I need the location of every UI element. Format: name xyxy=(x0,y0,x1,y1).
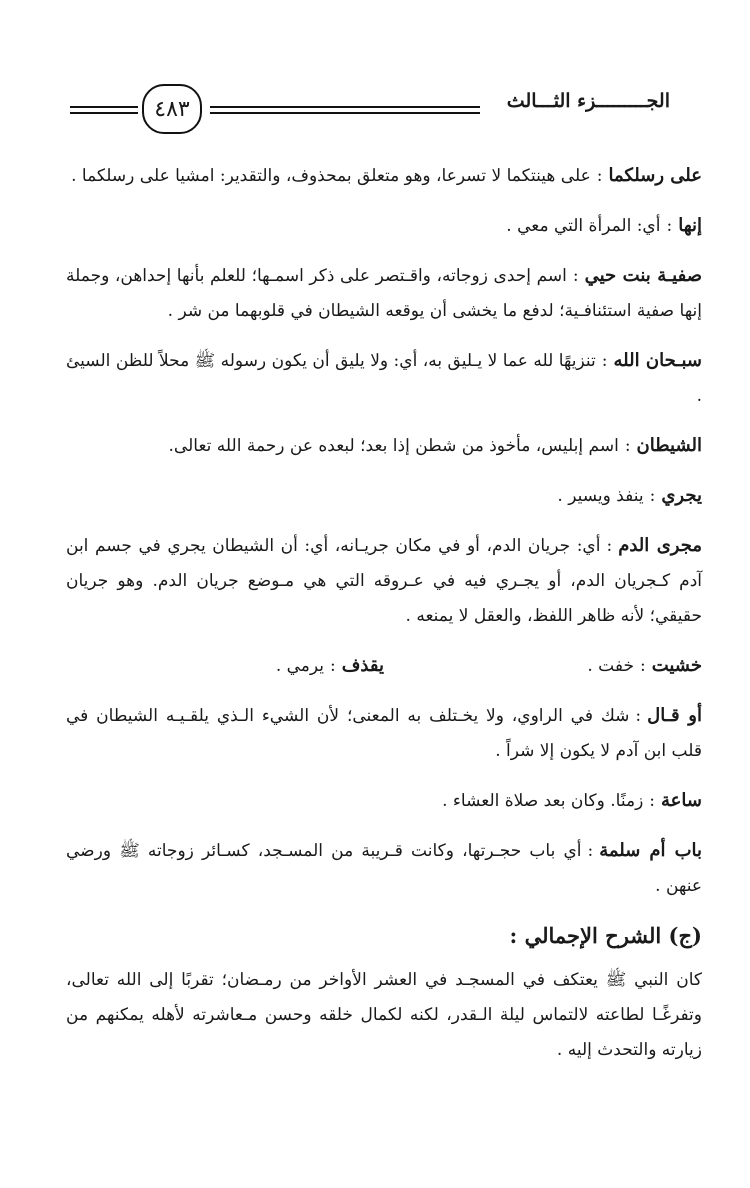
page-header xyxy=(70,84,670,154)
entry-term: صفيـة بنت حيي xyxy=(584,265,702,286)
entry-term: ساعة xyxy=(661,790,702,811)
entry-term: أو قـال xyxy=(647,705,702,726)
section-heading: (ج) الشرح الإجمالي : xyxy=(509,923,702,948)
entry-term: باب أم سلمة xyxy=(599,840,703,861)
dual-entry-left xyxy=(66,648,384,684)
entry-definition: اسم إحدى زوجاته، واقـتصر على ذكر اسمـها؛ للعلم بأنها إحداهن، وجملة إنها صفية استئنافـية؛ لدفع ما يخشى أن يوقعه الشيطان في قلوبهما من شر . xyxy=(66,266,702,321)
page-number: ٤٨٣ xyxy=(142,84,202,134)
separator: : xyxy=(649,791,656,811)
entry-term: يقذف xyxy=(341,655,384,676)
entry-definition: شك في الراوي، ولا يخـتلف به المعنى؛ لأن الشيء الـذي يلقـيـه الشيطان في قلب ابن آدم لا يكون إلا شراً . xyxy=(66,706,702,761)
entry-term: يجري xyxy=(661,485,702,506)
entry-1 xyxy=(66,208,702,244)
separator: : xyxy=(572,266,579,286)
separator: : xyxy=(601,351,608,371)
separator: : xyxy=(639,656,646,676)
entry-term: على رسلكما xyxy=(608,165,702,186)
separator: : xyxy=(649,486,656,506)
separator: : xyxy=(666,216,673,236)
entry-definition: أي: جريان الدم، أو في مكان جريـانه، أي: أن الشيطان يجري في جسم ابن آدم كـجريان الدم، أو يجـري فيه في عـروقه التي هي مـوضع جريان الدم. وهو جريان حقيقي؛ لأنه ظاهر اللفظ، والعقل لا يمنعه . xyxy=(66,536,702,626)
dual-entry-right xyxy=(384,648,702,684)
entry-term: مجرى الدم xyxy=(618,535,702,556)
entry-term: إنها xyxy=(678,215,702,236)
entry-definition: خفت . xyxy=(587,656,634,676)
running-title: الجـــــــــزء الثـــالث xyxy=(506,90,670,112)
separator: : xyxy=(587,841,594,861)
entry-definition: أي: المرأة التي معي . xyxy=(506,216,661,236)
entry-term: الشيطان xyxy=(636,435,702,456)
entry-term: خشيت xyxy=(651,655,702,676)
header-rule-right xyxy=(210,106,480,114)
dual-entry xyxy=(66,648,702,684)
entry-9 xyxy=(66,833,702,904)
entry-definition: زمنًا. وكان بعد صلاة العشاء . xyxy=(442,791,644,811)
entry-7 xyxy=(66,698,702,769)
entry-3 xyxy=(66,343,702,414)
header-rule-left xyxy=(70,106,138,114)
entry-2 xyxy=(66,258,702,329)
entry-definition: تنزيهًا لله عما لا يـليق به، أي: ولا يليق أن يكون رسوله ﷺ محلاً للظن السيئ . xyxy=(66,351,702,406)
entry-8 xyxy=(66,783,702,819)
entry-0 xyxy=(66,158,702,194)
section-body: كان النبي ﷺ يعتكف في المسجـد في العشر الأواخر من رمـضان؛ تقربًا إلى الله تعالى، وتفرغًـا لطاعته لالتماس ليلة الـقدر، لكنه لكمال خلقه وحسن مـعاشرته لأهله يمكنهم من زيارته والتحدث إليه . xyxy=(66,970,702,1060)
entry-4 xyxy=(66,428,702,464)
separator: : xyxy=(624,436,631,456)
entry-definition: أي باب حجـرتها، وكانت قـريبة من المسـجد، كسـائر زوجاته ﷺ ورضي عنهن . xyxy=(66,841,702,896)
page-body xyxy=(66,158,702,1068)
entry-definition: اسم إبليس، مأخوذ من شطن إذا بعد؛ لبعده عن رحمة الله تعالى. xyxy=(168,436,619,456)
entry-term: سبـحان الله xyxy=(613,350,702,371)
entry-definition: على هينتكما لا تسرعا، وهو متعلق بمحذوف، والتقدير: امشيا على رسلكما . xyxy=(71,166,591,186)
entry-5 xyxy=(66,478,702,514)
entry-definition: ينفذ ويسير . xyxy=(557,486,644,506)
separator: : xyxy=(606,536,613,556)
entry-6 xyxy=(66,528,702,634)
entry-definition: يرمي . xyxy=(275,656,325,676)
separator: : xyxy=(635,706,642,726)
separator: : xyxy=(330,656,336,676)
separator: : xyxy=(596,166,603,186)
